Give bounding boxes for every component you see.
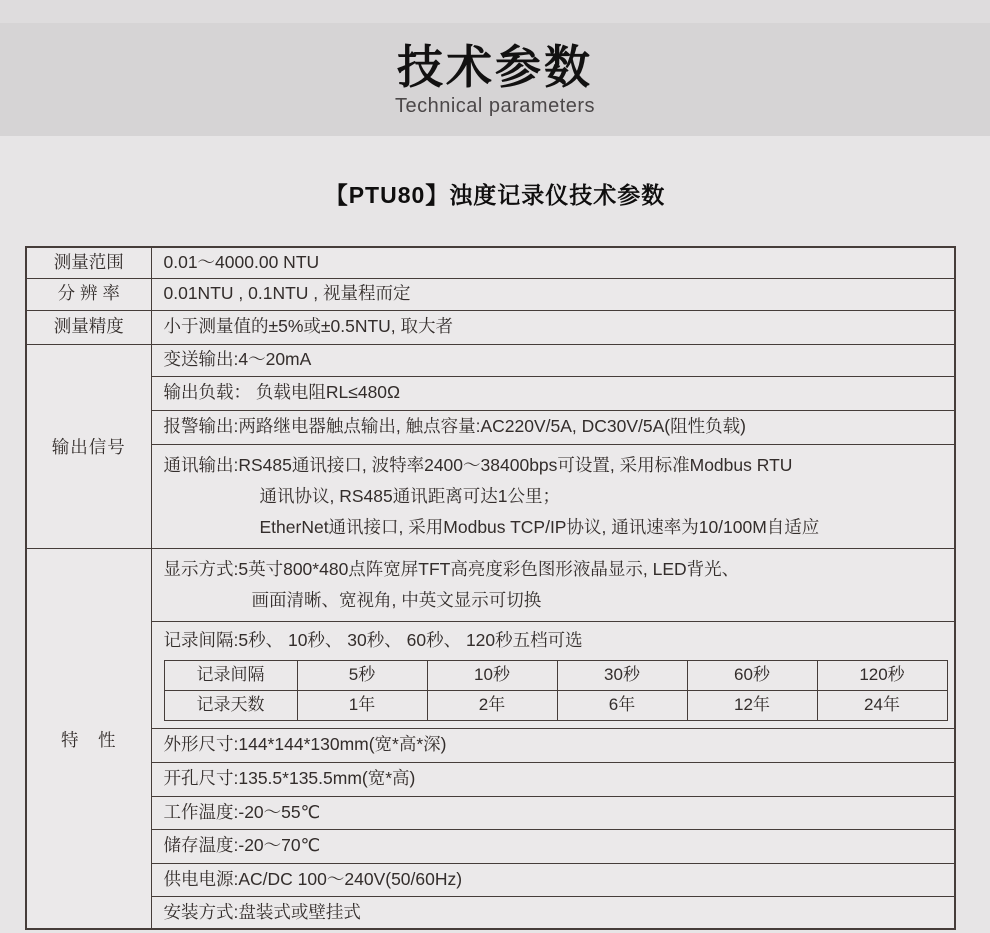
record-capacity-row-interval	[164, 660, 947, 690]
value-output-load: 输出负载： 负载电阻RL≤480Ω	[151, 376, 955, 410]
value-power-supply: 供电电源:AC/DC 100～240V(50/60Hz)	[151, 863, 955, 896]
label-resolution: 分 辨 率	[26, 278, 151, 310]
page-header	[0, 23, 990, 136]
header-title-cn: 技术参数	[397, 41, 593, 94]
record-cell: 5秒	[297, 660, 427, 690]
row-power-supply	[26, 863, 955, 896]
record-cell: 60秒	[687, 660, 817, 690]
record-cell: 120秒	[817, 660, 947, 690]
top-strip	[0, 0, 990, 23]
label-measure-range: 测量范围	[26, 247, 151, 278]
label-output-signal: 输出信号	[26, 344, 151, 548]
comm-output-line-1: 通讯输出:RS485通讯接口, 波特率2400～38400bps可设置, 采用标准Modbus RTU	[163, 454, 793, 475]
comm-output-line-2: 通讯协议, RS485通讯距离可达1公里；	[259, 485, 560, 506]
value-record-interval	[151, 621, 955, 728]
row-accuracy	[26, 310, 955, 344]
record-cell: 记录天数	[164, 690, 297, 720]
record-cell: 记录间隔	[164, 660, 297, 690]
row-transmit-output	[26, 344, 955, 376]
section-title: 【PTU80】浊度记录仪技术参数	[324, 182, 666, 208]
display-mode-line-1: 显示方式:5英寸800*480点阵宽屏TFT高亮度彩色图形液晶显示, LED背光、	[163, 558, 740, 579]
value-display-mode	[151, 548, 955, 621]
value-transmit-output: 变送输出:4～20mA	[151, 344, 955, 376]
row-alarm-output	[26, 410, 955, 444]
record-cell: 12年	[687, 690, 817, 720]
row-record-interval	[26, 621, 955, 728]
value-resolution: 0.01NTU , 0.1NTU , 视量程而定	[151, 278, 955, 310]
row-resolution	[26, 278, 955, 310]
record-interval-intro: 记录间隔:5秒、 10秒、 30秒、 60秒、 120秒五档可选	[163, 629, 583, 650]
value-outer-dimensions: 外形尺寸:144*144*130mm(宽*高*深)	[151, 728, 955, 762]
row-display-mode	[26, 548, 955, 621]
record-cell: 24年	[817, 690, 947, 720]
header-title-en: Technical parameters	[394, 94, 596, 117]
display-mode-line-2: 画面清晰、宽视角, 中英文显示可切换	[251, 589, 542, 610]
row-output-load	[26, 376, 955, 410]
comm-output-line-3: EtherNet通讯接口, 采用Modbus TCP/IP协议, 通讯速率为10/100M自适应	[259, 516, 820, 537]
row-cutout-dimensions	[26, 762, 955, 796]
row-comm-output	[26, 444, 955, 548]
value-accuracy: 小于测量值的±5%或±0.5NTU, 取大者	[151, 310, 955, 344]
value-storage-temperature: 储存温度:-20～70℃	[151, 829, 955, 863]
value-comm-output	[151, 444, 955, 548]
record-cell: 2年	[427, 690, 557, 720]
label-accuracy: 测量精度	[26, 310, 151, 344]
row-storage-temperature	[26, 829, 955, 863]
record-cell: 1年	[297, 690, 427, 720]
record-cell: 10秒	[427, 660, 557, 690]
value-working-temperature: 工作温度:-20～55℃	[151, 796, 955, 829]
label-features: 特 性	[26, 548, 151, 929]
value-mounting: 安装方式:盘装式或壁挂式	[151, 896, 955, 929]
row-measure-range	[26, 247, 955, 278]
value-measure-range: 0.01～4000.00 NTU	[151, 247, 955, 278]
record-cell: 30秒	[557, 660, 687, 690]
value-cutout-dimensions: 开孔尺寸:135.5*135.5mm(宽*高)	[151, 762, 955, 796]
record-cell: 6年	[557, 690, 687, 720]
value-alarm-output: 报警输出:两路继电器触点输出, 触点容量:AC220V/5A, DC30V/5A(阻性负载)	[151, 410, 955, 444]
row-mounting	[26, 896, 955, 929]
row-outer-dimensions	[26, 728, 955, 762]
spec-table	[25, 246, 956, 930]
record-capacity-table	[164, 660, 948, 721]
record-capacity-row-days	[164, 690, 947, 720]
row-working-temperature	[26, 796, 955, 829]
